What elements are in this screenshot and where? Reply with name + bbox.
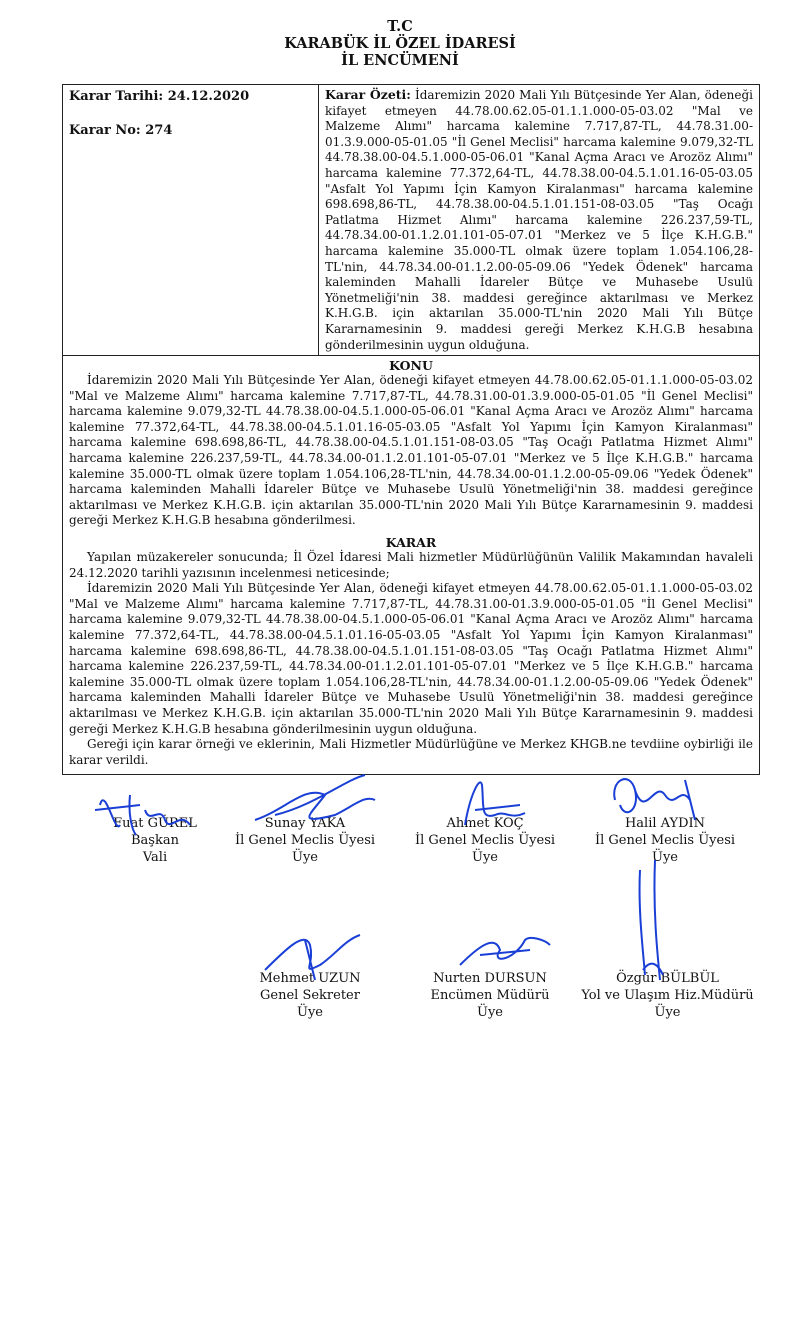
karar-title: KARAR	[385, 535, 437, 551]
signature-mark-7	[605, 850, 725, 990]
signature-mark-2	[215, 765, 395, 835]
signatory-2	[215, 815, 395, 866]
header-tc: T.C	[387, 18, 413, 35]
signatory-3-title: İl Genel Meclis Üyesi	[414, 833, 556, 848]
signature-mark-1	[70, 775, 220, 845]
signature-mark-3	[410, 765, 560, 835]
karar-para-1: Yapılan müzakereler sonucunda; İl Özel İdaresi Mali hizmetler Müdürlüğünün Valilik Makamından havaleli 24.12.2020 tarihli yazısının incelenmesi neticesinde;	[69, 550, 753, 580]
signatory-4-name: Halil AYDIN	[624, 816, 706, 831]
signatory-6	[420, 970, 560, 1021]
decision-frame	[62, 84, 760, 775]
signatory-1-role: Vali	[142, 850, 168, 865]
konu-title: KONU	[389, 358, 433, 374]
signatory-6-role: Üye	[477, 1005, 503, 1020]
decision-date: Karar Tarihi: 24.12.2020	[69, 89, 250, 104]
decision-meta	[63, 85, 319, 355]
signatory-3-name: Ahmet KOÇ	[446, 816, 524, 831]
signatory-5-name: Mehmet UZUN	[259, 971, 361, 986]
signatory-1-title: Başkan	[131, 833, 179, 848]
header-institution: KARABÜK İL ÖZEL İDARESİ	[284, 35, 516, 52]
header-council: İL ENCÜMENİ	[341, 52, 459, 69]
signature-area	[0, 775, 800, 1335]
signatory-7-role: Üye	[654, 1005, 681, 1020]
signatory-2-name: Sunay YAKA	[264, 816, 346, 831]
signatory-3-role: Üye	[472, 850, 498, 865]
signatory-7-name: Özgür BÜLBÜL	[616, 971, 719, 986]
signatory-2-title: İl Genel Meclis Üyesi	[234, 833, 376, 848]
signatory-1	[80, 815, 230, 866]
signatory-7-title: Yol ve Ulaşım Hiz.Müdürü	[581, 988, 754, 1003]
signatory-1-name: Fuat GÜREL	[113, 816, 197, 831]
karar-para-2: İdaremizin 2020 Mali Yılı Bütçesinde Yer Alan, ödeneği kifayet etmeyen 44.78.00.62.05-01.1.1.000-05-03.02 "Mal ve Malzeme Alımı" harcama kalemine 7.717,87-TL, 44.78.31.00-01.3.9.000-05-01.05 "İl Genel Meclisi" harcama kalemine 9.079,32-TL 44.78.38.00-04.5.1.000-05-06.01 "Kanal Açma Aracı ve Arozöz Alımı" harcama kalemine 77.372,64-TL, 44.78.38.00-04.5.1.01.16-05-03.05 "Asfalt Yol Yapımı İçin Kamyon Kiralanması" harcama kalemine 698.698,86-TL, 44.78.38.00-04.5.1.01.151-08-03.05 "Taş Ocağı Patlatma Hizmet Alımı" harcama kalemine 226.237,59-TL, 44.78.34.00-01.1.2.01.101-05-07.01 "Merkez ve 5 İlçe K.H.G.B." harcama kalemine 35.000-TL olmak üzere toplam 1.054.106,28-TL'nin, 44.78.34.00-01.1.2.00-05-09.06 "Yedek Ödenek" harcama kaleminden Mahalli İdareler Bütçe ve Muhasebe Usulü Yönetmeliği'nin 38. maddesi gereğince aktarılması ve Merkez K.H.G.B. için aktarılan 35.000-TL'nin 2020 Mali Yılı Bütçe Kararnamesinin 9. maddesi gereği Merkez K.H.G.B hesabına gönderilmesinin uygun olduğuna.	[69, 581, 753, 736]
decision-number: Karar No: 274	[69, 123, 173, 138]
decision-header-row	[63, 85, 759, 356]
signature-mark-6	[420, 920, 560, 990]
karar-para-3: Gereği için karar örneği ve eklerinin, Mali Hizmetler Müdürlüğüne ve Merkez KHGB.ne tevdiine oybirliği ile karar verildi.	[69, 737, 753, 767]
signature-mark-5	[245, 920, 385, 990]
signatory-2-role: Üye	[292, 850, 318, 865]
summary-text: İdaremizin 2020 Mali Yılı Bütçesinde Yer Alan, ödeneği kifayet etmeyen 44.78.00.62.05-01.1.1.000-05-03.02 "Mal ve Malzeme Alımı" harcama kalemine 7.717,87-TL, 44.78.31.00-01.3.9.000-05-01.05 "İl Genel Meclisi" harcama kalemine 9.079,32-TL 44.78.38.00-04.5.1.000-05-06.01 "Kanal Açma Aracı ve Arozöz Alımı" harcama kalemine 77.372,64-TL, 44.78.38.00-04.5.1.01.16-05-03.05 "Asfalt Yol Yapımı İçin Kamyon Kiralanması" harcama kalemine 698.698,86-TL, 44.78.38.00-04.5.1.01.151-08-03.05 "Taş Ocağı Patlatma Hizmet Alımı" harcama kalemine 226.237,59-TL, 44.78.34.00-01.1.2.01.101-05-07.01 "Merkez ve 5 İlçe K.H.G.B." harcama kalemine 35.000-TL olmak üzere toplam 1.054.106,28-TL'nin, 44.78.34.00-01.1.2.00-05-09.06 "Yedek Ödenek" harcama kaleminden Mahalli İdareler Bütçe ve Muhasebe Usulü Yönetmeliği'nin 38. maddesi gereğince aktarılması ve Merkez K.H.G.B. için aktarılan 35.000-TL'nin 2020 Mali Yılı Bütçe Kararnamesinin 9. maddesi gereği Merkez K.H.G.B hesabına gönderilmesinin uygun olduğuna.	[325, 88, 753, 352]
summary-label: Karar Özeti:	[325, 87, 411, 102]
decision-body	[63, 358, 759, 774]
signature-mark-4	[585, 760, 745, 830]
signatory-5-role: Üye	[297, 1005, 323, 1020]
signatory-7	[575, 970, 760, 1021]
signatory-5	[245, 970, 375, 1021]
signatory-4-title: İl Genel Meclis Üyesi	[594, 833, 736, 848]
decision-summary	[319, 85, 759, 355]
signatory-5-title: Genel Sekreter	[260, 988, 360, 1003]
signatory-4-role: Üye	[652, 850, 678, 865]
signatory-3	[410, 815, 560, 866]
signatory-6-title: Encümen Müdürü	[430, 988, 550, 1003]
signatory-6-name: Nurten DURSUN	[433, 971, 547, 986]
konu-text: İdaremizin 2020 Mali Yılı Bütçesinde Yer Alan, ödeneği kifayet etmeyen 44.78.00.62.05-01.1.1.000-05-03.02 "Mal ve Malzeme Alımı" harcama kalemine 7.717,87-TL, 44.78.31.00-01.3.9.000-05-01.05 "İl Genel Meclisi" harcama kalemine 9.079,32-TL 44.78.38.00-04.5.1.000-05-06.01 "Kanal Açma Aracı ve Arozöz Alımı" harcama kalemine 77.372,64-TL, 44.78.38.00-04.5.1.01.16-05-03.05 "Asfalt Yol Yapımı İçin Kamyon Kiralanması" harcama kalemine 698.698,86-TL, 44.78.38.00-04.5.1.01.151-08-03.05 "Taş Ocağı Patlatma Hizmet Alımı" harcama kalemine 226.237,59-TL, 44.78.34.00-01.1.2.01.101-05-07.01 "Merkez ve 5 İlçe K.H.G.B." harcama kalemine 35.000-TL olmak üzere toplam 1.054.106,28-TL'nin, 44.78.34.00-01.1.2.00-05-09.06 "Yedek Ödenek" harcama kaleminden Mahalli İdareler Bütçe ve Muhasebe Usulü Yönetmeliği'nin 38. maddesi gereğince aktarılması ve Merkez K.H.G.B. için aktarılan 35.000-TL'nin 2020 Mali Yılı Bütçe Kararnamesinin 9. maddesi gereği Merkez K.H.G.B hesabına gönderilmesi.	[69, 373, 753, 528]
